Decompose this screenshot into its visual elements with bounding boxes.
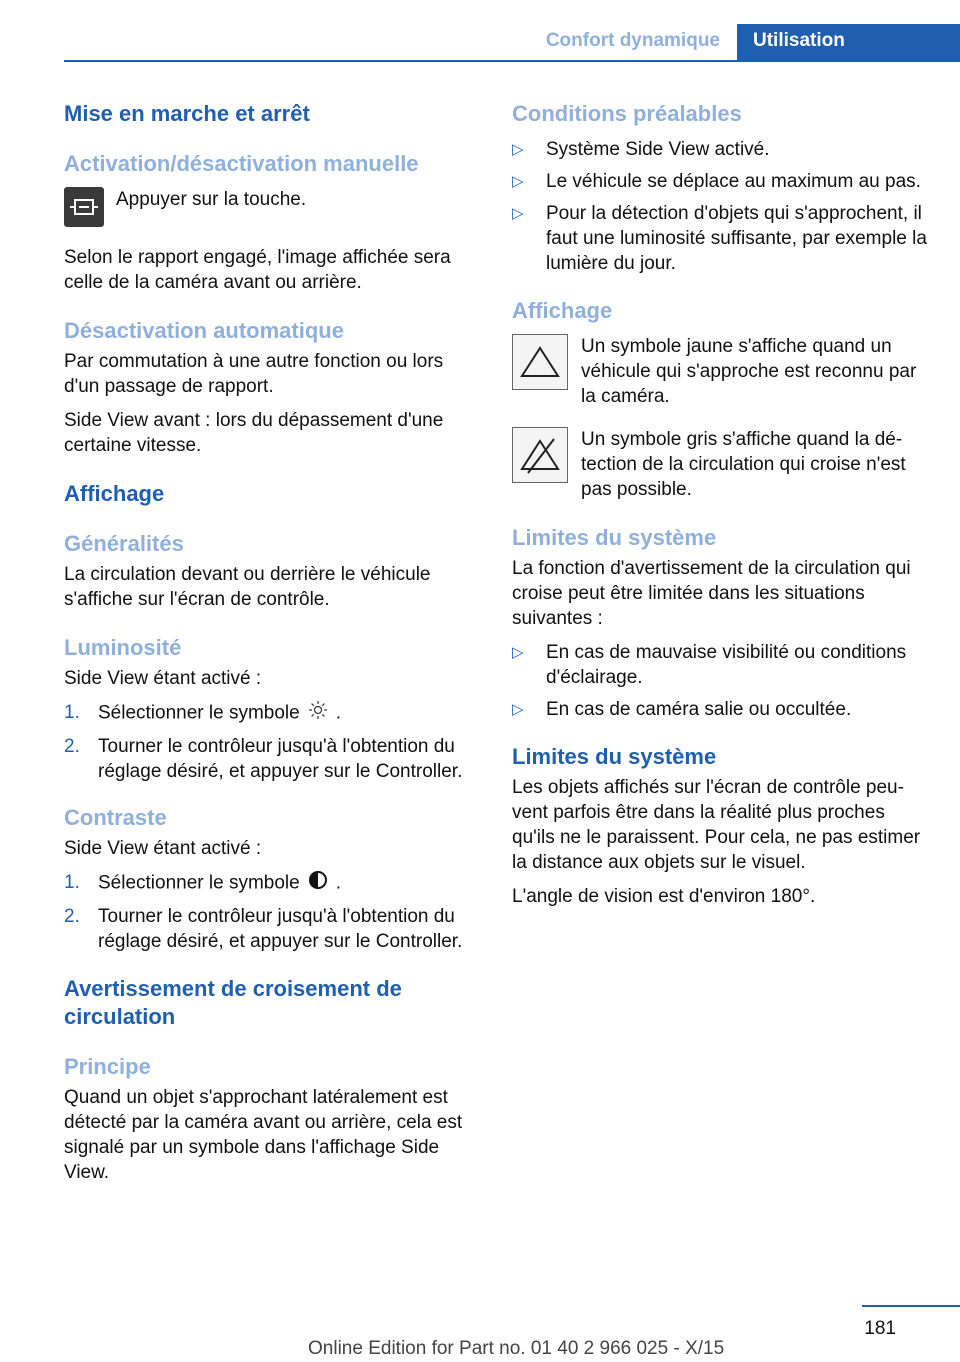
auto-off-text-1: Par commutation à une autre fonction ou lors d'un passage de rapport. (64, 351, 444, 397)
header-rule (64, 60, 960, 62)
prerequisites-list (512, 137, 932, 276)
warning-triangle-crossed-icon (512, 427, 568, 483)
item-text: Pour la détection d'objets qui s'approchent, il faut une luminosité suffisante, par exemple la lumière du jour. (546, 203, 927, 274)
list-item (512, 697, 932, 722)
contrast-intro: Side View étant activé : (64, 838, 262, 859)
list-item (64, 734, 479, 784)
list-item (512, 169, 932, 194)
heading-principle: Principe (64, 1054, 151, 1079)
gear-text: Selon le rapport engagé, l'image affichée sera celle de la caméra avant ou arrière. (64, 247, 451, 293)
brightness-steps (64, 700, 479, 784)
press-button-text: Appuyer sur la touche. (116, 189, 307, 210)
heading-display: Affichage (64, 481, 165, 506)
bullet-icon: ▷ (512, 141, 524, 158)
bullet-icon: ▷ (512, 644, 524, 661)
grey-symbol-row (512, 427, 932, 502)
step-text: Tourner le contrôleur jusqu'à l'obtention du réglage désiré, et appuyer sur le Controller. (98, 736, 463, 782)
header-active-tab: Utilisation (737, 24, 960, 62)
item-text: Le véhicule se déplace au maximum au pas. (546, 171, 921, 192)
general-text: La circulation devant ou derrière le véhicule s'affiche sur l'écran de contrôle. (64, 564, 431, 610)
page-number: 181 (864, 1318, 896, 1339)
auto-off-text-2: Side View avant : lors du dépassement d'une certaine vitesse. (64, 410, 444, 456)
heading-limits-2: Limites du système (512, 744, 717, 769)
header-section-label: Confort dynamique (545, 30, 720, 51)
right-column (512, 100, 932, 909)
limits-list (512, 640, 932, 722)
list-item (64, 904, 479, 954)
limits-2-text-2: L'angle de vision est d'environ 180°. (512, 886, 816, 907)
list-item (512, 201, 932, 276)
item-text: En cas de mauvaise visibilité ou conditions d'éclairage. (546, 642, 907, 688)
heading-start-stop: Mise en marche et arrêt (64, 101, 310, 126)
heading-general: Généralités (64, 531, 184, 556)
heading-manual: Activation/désactivation manuelle (64, 151, 419, 176)
brightness-intro: Side View étant activé : (64, 668, 262, 689)
yellow-symbol-row (512, 334, 932, 409)
step-suffix: . (335, 872, 341, 894)
step-number: 1. (64, 702, 80, 723)
bullet-icon: ▷ (512, 173, 524, 190)
step-number: 1. (64, 872, 80, 893)
footer-rule (862, 1305, 960, 1307)
step-text: Sélectionner le symbole (98, 872, 300, 894)
principle-text: Quand un objet s'approchant latéralement est détecté par la caméra avant ou arrière, cela est signalé par un symbole dans l'affichage Side View. (64, 1087, 463, 1183)
item-text: Système Side View activé. (546, 139, 770, 160)
heading-limits-1: Limites du système (512, 525, 717, 550)
grey-symbol-text: Un symbole gris s'affiche quand la détection de la circulation qui croise n'est pas possible. (581, 429, 906, 500)
contrast-icon (308, 870, 328, 897)
limits-2-text-1: Les objets affichés sur l'écran de contrôle peuvent parfois être dans la réalité plus proches qu'ils ne le paraissent. Pour cela, ne pas estimer la distance aux objets sur le visuel. (512, 777, 921, 873)
step-number: 2. (64, 906, 80, 927)
yellow-symbol-text: Un symbole jaune s'affiche quand un véhicule qui s'approche est reconnu par la caméra. (581, 336, 917, 407)
list-item (512, 640, 932, 690)
side-view-button-icon (64, 187, 104, 227)
heading-auto-off: Désactivation automatique (64, 318, 344, 343)
heading-display-right: Affichage (512, 298, 613, 323)
bullet-icon: ▷ (512, 701, 524, 718)
step-text: Sélectionner le symbole (98, 702, 300, 724)
heading-cross-traffic: Avertissement de croisement de circulation (64, 976, 402, 1029)
page-header (0, 0, 960, 62)
list-item (64, 870, 479, 897)
warning-triangle-icon (512, 334, 568, 390)
limits-1-text: La fonction d'avertissement de la circulation qui croise peut être limitée dans les situations suivantes : (512, 558, 911, 629)
brightness-icon (308, 700, 328, 727)
step-number: 2. (64, 736, 80, 757)
heading-contrast: Contraste (64, 805, 167, 830)
list-item (64, 700, 479, 727)
left-column (64, 100, 479, 1185)
press-button-row (64, 187, 479, 227)
bullet-icon: ▷ (512, 205, 524, 222)
edition-footer: Online Edition for Part no. 01 40 2 966 025 - X/15 (308, 1338, 725, 1359)
item-text: En cas de caméra salie ou occultée. (546, 699, 852, 720)
heading-prerequisites: Conditions préalables (512, 101, 742, 126)
list-item (512, 137, 932, 162)
step-text: Tourner le contrôleur jusqu'à l'obtention du réglage désiré, et appuyer sur le Controller. (98, 906, 463, 952)
contrast-steps (64, 870, 479, 954)
heading-brightness: Luminosité (64, 635, 182, 660)
step-suffix: . (335, 702, 341, 724)
